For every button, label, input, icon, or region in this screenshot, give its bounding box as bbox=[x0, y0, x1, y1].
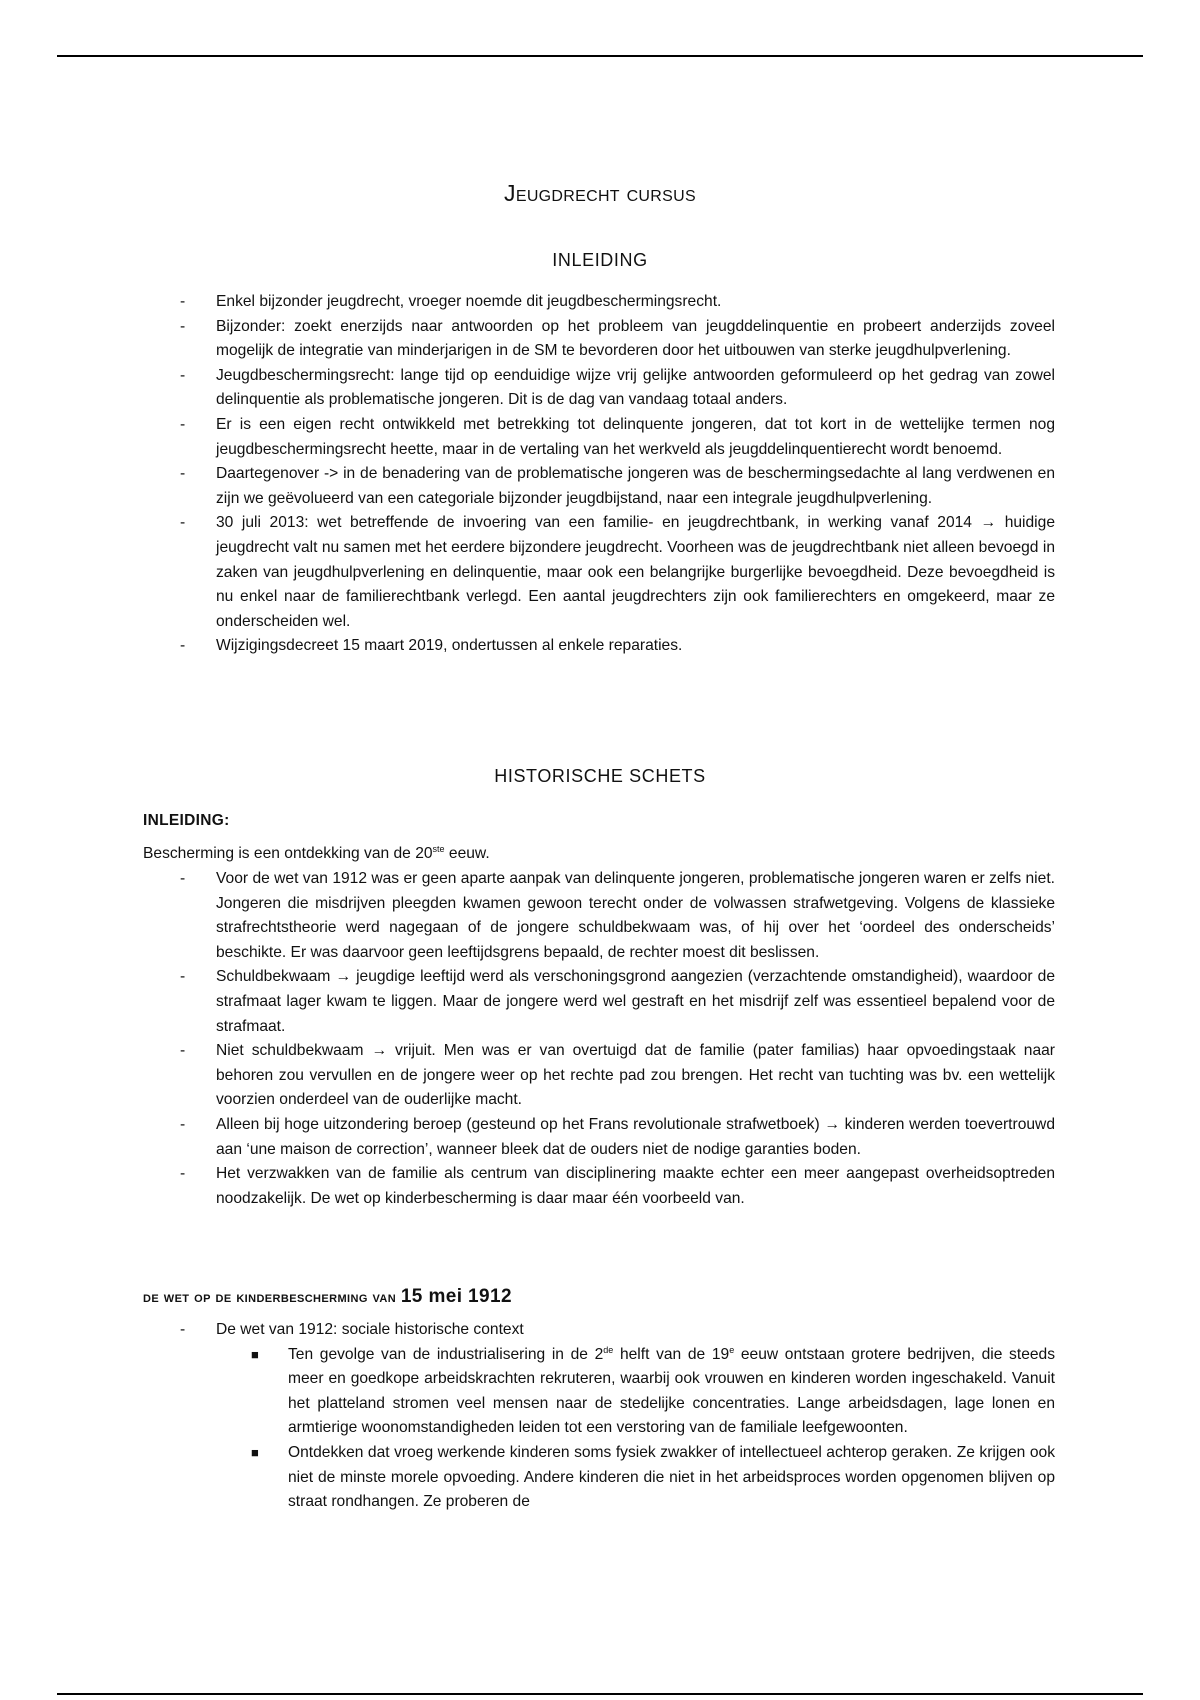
list-item-text: Voor de wet van 1912 was er geen aparte aanpak van delinquente jongeren, problematische jongeren waren er zelfs niet. Jongeren die misdrijven pleegden kwamen gewoon terecht onder de volwassen strafwetgeving. Volgens de klassieke strafrechtstheorie werd nagegaan of de jongere schuldbekwaam was, of hij over het ‘oordeel des onderscheids’ beschikte. Er was daarvoor geen leeftijdsgrens bepaald, de rechter moest dit beslissen. bbox=[216, 870, 1055, 961]
list-item-text: Jeugdbeschermingsrecht: lange tijd op eenduidige wijze vrij gelijke antwoorden geformuleerd op het gedrag van zowel delinquentie als problematische jongeren. Dit is de dag van vandaag totaal anders. bbox=[216, 366, 1055, 409]
list-item: - Wijzigingsdecreet 15 maart 2019, ondertussen al enkele reparaties. bbox=[180, 637, 683, 655]
intro-paragraph: Bescherming is een ontdekking van de 20ste eeuw. bbox=[143, 843, 490, 862]
subheading-wet-1912: de wet op de kinderbescherming van 15 mei 1912 bbox=[143, 1286, 512, 1307]
list-item-text: Enkel bijzonder jeugdrecht, vroeger noemde dit jeugdbeschermingsrecht. bbox=[216, 293, 722, 310]
section-heading-inleiding: INLEIDING bbox=[552, 250, 648, 270]
footer-rule bbox=[57, 1693, 1143, 1695]
list-item-text: De wet van 1912: sociale historische context bbox=[216, 1321, 524, 1338]
list-item-text: Niet schuldbekwaam → vrijuit. Men was er van overtuigd dat de familie (pater familias) haar opvoedingstaak naar behoren zou vervullen en de jongere weer op het rechte pad zou brengen. Het recht van tuchting was bv. een wettelijk voorzien onderdeel van de ouderlijke macht. bbox=[216, 1042, 1055, 1109]
list-item: - Voor de wet van 1912 was er geen aparte aanpak van delinquente jongeren, problematische jongeren waren er zelfs niet. Jongeren die misdrijven pleegden kwamen gewoon terecht onder de volwassen strafwetgeving. Volgens de klassieke strafrechtstheorie werd nagegaan of de jongere schuldbekwaam was, of hij over het ‘oordeel des onderscheids’ beschikte. Er was daarvoor geen leeftijdsgrens bepaald, de rechter moest dit beslissen. bbox=[180, 870, 1055, 961]
sub-list-item: ■ Ontdekken dat vroeg werkende kinderen soms fysiek zwakker of intellectueel achterop geraken. Ze krijgen ook niet de minste morele opvoeding. Andere kinderen die niet in het arbeidsproces worden opgenomen blijven op straat rondhangen. Ze proberen de bbox=[216, 1441, 1055, 1515]
list-item: - Bijzonder: zoekt enerzijds naar antwoorden op het probleem van jeugddelinquentie en probeert anderzijds zoveel mogelijk de integratie van minderjarigen in de SM te bevorderen door het uitbouwen van sterke jeugdhulpverlening. bbox=[180, 317, 1055, 360]
list-item: - Niet schuldbekwaam → vrijuit. Men was er van overtuigd dat de familie (pater familias) haar opvoedingstaak naar behoren zou vervullen en de jongere weer op het rechte pad zou brengen. Het recht van tuchting was bv. een wettelijk voorzien onderdeel van de ouderlijke macht. bbox=[180, 1042, 1055, 1109]
list-item-text: Alleen bij hoge uitzondering beroep (gesteund op het Frans revolutionale strafwetboek) → kinderen werden toevertrouwd aan ‘une maison de correction’, wanneer bleek dat de ouders niet de nodige garanties boden. bbox=[216, 1115, 1055, 1158]
subheading-inleiding: INLEIDING: bbox=[143, 812, 230, 829]
list-item-text: Bijzonder: zoekt enerzijds naar antwoorden op het probleem van jeugddelinquentie en probeert anderzijds zoveel mogelijk de integratie van minderjarigen in de SM te bevorderen door het uitbouwen van sterke jeugdhulpverlening. bbox=[216, 317, 1055, 360]
list-item-text: Schuldbekwaam → jeugdige leeftijd werd als verschoningsgrond aangezien (verzachtende omstandigheid), waardoor de strafmaat lager kwam te liggen. Maar de jongere werd wel gestraft en het misdrijf zelf was essentieel bepalend voor de strafmaat. bbox=[216, 968, 1055, 1035]
sub-list-item: ■ Ten gevolge van de industrialisering in de 2de helft van de 19e eeuw ontstaan grotere bedrijven, die steeds meer en goedkope arbeidskrachten rekruteren, waarbij ook vrouwen en kinderen worden ingeschakeld. Vanuit het platteland stromen veel mensen naar de stedelijke concentraties. Lange arbeidsdagen, lage lonen en armtierige woonomstandigheden leiden tot een verstoring van de familiale leefgewoonten. bbox=[251, 1344, 1056, 1437]
header-rule bbox=[57, 55, 1143, 57]
list-item: - Jeugdbeschermingsrecht: lange tijd op eenduidige wijze vrij gelijke antwoorden geformuleerd op het gedrag van zowel delinquentie als problematische jongeren. Dit is de dag van vandaag totaal anders. bbox=[180, 366, 1055, 409]
list-item: - Enkel bijzonder jeugdrecht, vroeger noemde dit jeugdbeschermingsrecht. bbox=[180, 293, 722, 310]
section-heading-historische-schets: HISTORISCHE SCHETS bbox=[494, 766, 706, 786]
inleiding-list bbox=[0, 290, 1200, 659]
list-item: - 30 juli 2013: wet betreffende de invoering van een familie- en jeugdrechtbank, in werking vanaf 2014 → huidige jeugdrecht valt nu samen met het eerdere bijzondere jeugdrecht. Voorheen was de jeugdrechtbank niet alleen bevoegd in zaken van jeugdhulpverlening en delinquentie, maar ook een belangrijke burgerlijke bevoegdheid. Deze bevoegdheid is nu enkel naar de familierechtbank verlegd. Een aantal jeugdrechters zijn ook familierechters en omgekeerd, maar ze onderscheiden wel. bbox=[180, 514, 1055, 630]
bullet-square-icon: ■ bbox=[251, 1346, 259, 1362]
list-item-text: Er is een eigen recht ontwikkeld met betrekking tot delinquente jongeren, dat tot kort in de wettelijke termen nog jeugdbeschermingsrecht heette, maar in de vertaling van het werkveld als jeugddelinquentierecht wordt benoemd. bbox=[216, 415, 1055, 458]
historische-schets-list bbox=[0, 867, 1200, 1211]
list-item: - De wet van 1912: sociale historische context ■ Ten gevolge van de industrialisering in de 2de helft van de 19e eeuw ontstaan grotere bedrijven, die steeds meer en goedkope arbeidskrachten rekruteren, waarbij ook vrouwen en kinderen worden ingeschakeld. Vanuit het platteland stromen veel mensen naar de stedelijke concentraties. Lange arbeidsdagen, lage lonen en armtierige woonomstandigheden leiden tot een verstoring van de familiale leefgewoonten. ■ Ontdekken dat vroeg werkende kinderen soms fysiek zwakker of intellectueel achterop geraken. Ze krijgen ook niet de minste morele opvoeding. Andere kinderen die niet in het arbeidsproces worden opgenomen blijven op straat rondhangen. Ze proberen de bbox=[0, 1318, 1200, 1515]
list-item-text: Het verzwakken van de familie als centrum van disciplinering maakte echter een meer aangepast overheidsoptreden noodzakelijk. De wet op kinderbescherming is daar maar één voorbeeld van. bbox=[216, 1165, 1055, 1207]
list-item-text: 30 juli 2013: wet betreffende de invoering van een familie- en jeugdrechtbank, in werking vanaf 2014 → huidige jeugdrecht valt nu samen met het eerdere bijzondere jeugdrecht. Voorheen was de jeugdrechtbank niet alleen bevoegd in zaken van jeugdhulpverlening en delinquentie, maar ook een belangrijke burgerlijke bevoegdheid. Deze bevoegdheid is nu enkel naar de familierechtbank verlegd. Een aantal jeugdrechters zijn ook familierechters en omgekeerd, maar ze onderscheiden wel. bbox=[216, 514, 1055, 630]
sub-list bbox=[216, 1343, 1055, 1515]
list-item: - Het verzwakken van de familie als centrum van disciplinering maakte echter een meer aangepast overheidsoptreden noodzakelijk. De wet op kinderbescherming is daar maar één voorbeeld van. bbox=[180, 1165, 1055, 1207]
bullet-square-icon: ■ bbox=[251, 1444, 259, 1460]
list-item: - Daartegenover -> in de benadering van de problematische jongeren was de beschermingsedachte al lang verdwenen en zijn we geëvolueerd van een categoriale bijzonder jeugdbijstand, naar een integrale jeugdhulpverlening. bbox=[180, 465, 1055, 507]
document-title: Jeugdrecht cursus bbox=[504, 180, 696, 206]
list-item-text: Wijzigingsdecreet 15 maart 2019, ondertussen al enkele reparaties. bbox=[216, 637, 683, 655]
list-item: - Alleen bij hoge uitzondering beroep (gesteund op het Frans revolutionale strafwetboek) → kinderen werden toevertrouwd aan ‘une maison de correction’, wanneer bleek dat de ouders niet de nodige garanties boden. bbox=[180, 1115, 1055, 1158]
list-item: - Schuldbekwaam → jeugdige leeftijd werd als verschoningsgrond aangezien (verzachtende omstandigheid), waardoor de strafmaat lager kwam te liggen. Maar de jongere werd wel gestraft en het misdrijf zelf was essentieel bepalend voor de strafmaat. bbox=[180, 968, 1055, 1035]
list-item-text: Daartegenover -> in de benadering van de problematische jongeren was de beschermingsedachte al lang verdwenen en zijn we geëvolueerd van een categoriale bijzonder jeugdbijstand, naar een integrale jeugdhulpverlening. bbox=[216, 465, 1055, 507]
list-item: - Er is een eigen recht ontwikkeld met betrekking tot delinquente jongeren, dat tot kort in de wettelijke termen nog jeugdbeschermingsrecht heette, maar in de vertaling van het werkveld als jeugddelinquentierecht wordt benoemd. bbox=[180, 415, 1055, 458]
wet-1912-list bbox=[0, 1318, 1200, 1515]
